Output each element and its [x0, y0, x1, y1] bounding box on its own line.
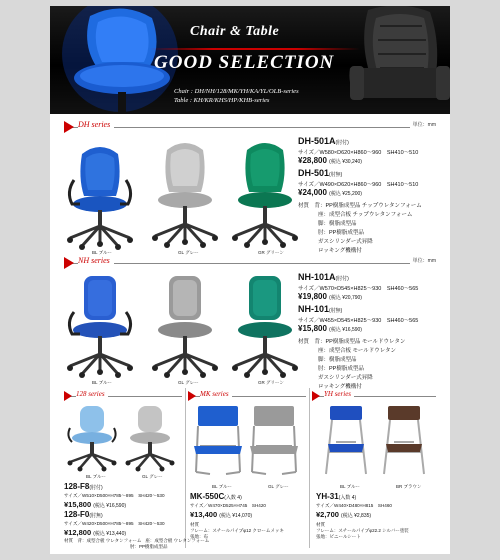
s128-spec-1: サイズ／W510×D500×H785〜895 SH420〜530 — [64, 493, 165, 498]
s128-chair-gray — [122, 402, 178, 474]
mk-price: ¥13,400 (税込 ¥14,070) — [190, 510, 253, 519]
s128-price-2: ¥12,800 (税込 ¥13,440) — [64, 528, 127, 537]
yh-spec: サイズ／W440×D480×H815 SH460 — [316, 503, 392, 508]
dh-model-2: DH-501(肘無) — [298, 168, 343, 178]
nh-chair-gray — [145, 270, 225, 382]
red-triangle-icon — [312, 391, 320, 401]
yh-price: ¥2,700 (税込 ¥2,835) — [316, 510, 372, 519]
dh-chair-gray — [145, 134, 225, 252]
mk-caption-blue: BL ブルー — [212, 484, 232, 489]
nh-spec-2: サイズ／W455×D545×H825〜930 SH460〜565 — [298, 318, 419, 324]
dh-price-1: ¥28,800 (税込 ¥30,240) — [298, 156, 362, 165]
yh-caption-brown: BR ブラウン — [396, 484, 422, 489]
nh-caption-green: GR グリーン — [258, 380, 284, 385]
nh-price-1: ¥19,800 (税込 ¥20,790) — [298, 292, 362, 301]
dh-caption-blue: BL ブルー — [92, 250, 112, 255]
hero-chair-series: Chair : DH/NH/128/MK/YH/KA/YL/OLB-series — [174, 88, 299, 95]
s128-price-1: ¥15,800 (税込 ¥16,590) — [64, 500, 127, 509]
yh-chair-blue — [318, 402, 374, 482]
s128-model-2: 128-F0(肘無) — [64, 510, 103, 519]
s128-section-header — [64, 390, 182, 402]
s128-materials-2: 肘：PP樹脂成型品 — [130, 544, 168, 549]
s128-materials: 材質 背：成型合板 ウレタンフォーム 座：成型合板 ウレタンフォーム — [64, 538, 210, 543]
column-divider — [309, 388, 310, 548]
nh-caption-gray: GL グレー — [178, 380, 199, 385]
dh-model-1: DH-501A(肘付) — [298, 136, 349, 146]
nh-chair-blue — [60, 270, 140, 382]
nh-model-2: NH-101(肘無) — [298, 304, 343, 314]
dh-series-title: DH series — [78, 120, 114, 129]
catalog-page — [50, 6, 450, 554]
hero-banner — [50, 6, 450, 114]
mk-chair-blue — [190, 402, 246, 482]
s128-chair-blue — [64, 402, 120, 474]
mk-spec: サイズ／W470×D525×H745 SH420 — [190, 503, 266, 508]
nh-model-1: NH-101A(肘付) — [298, 272, 349, 282]
mk-model: MK-550C(入数 4) — [190, 492, 242, 501]
dh-section-header — [50, 120, 450, 134]
nh-spec-1: サイズ／W570×D545×H825〜930 SH460〜565 — [298, 286, 419, 292]
yh-series-title: YH series — [324, 390, 354, 398]
s128-spec-2: サイズ／W420×D500×H785〜895 SH420〜530 — [64, 521, 165, 526]
unit-label: 単位：mm — [410, 121, 436, 128]
nh-price-2: ¥15,800 (税込 ¥16,590) — [298, 324, 362, 333]
red-triangle-icon — [64, 257, 74, 269]
dh-caption-green: GR グリーン — [258, 250, 284, 255]
dh-spec-2: サイズ／W490×D620×H860〜960 SH410〜510 — [298, 182, 419, 188]
nh-chair-green — [225, 270, 305, 382]
s128-caption-blue: BL ブルー — [86, 474, 106, 479]
mk-series-title: MK series — [200, 390, 232, 398]
s128-model-1: 128-F8(肘付) — [64, 482, 103, 491]
dh-chair-green — [225, 134, 305, 252]
nh-series-title: NH series — [78, 256, 114, 265]
unit-label: 単位：mm — [410, 257, 436, 264]
nh-caption-blue: BL ブルー — [92, 380, 112, 385]
s128-caption-gray: GL グレー — [142, 474, 163, 479]
s128-series-title: 128 series — [76, 390, 108, 398]
hero-title: Chair & Table — [190, 24, 280, 39]
nh-materials: 材質 背：PP樹脂成型品 モールドウレタン 座：成型合板 モールドウレタン 脚：樹脂成型品 肘：PP樹脂成型品 ガスシリンダー式昇降 ロッキング機構付 — [298, 339, 406, 390]
yh-materials: 材質 フレーム：スチールパイプφ22.2 シルバー塗装 張地：ビニールシート — [316, 522, 409, 539]
column-divider — [185, 388, 186, 548]
mk-materials: 材質 フレーム：スチールパイプφ12 クロームメッキ 張地：布 — [190, 522, 284, 539]
yh-model: YH-31(入数 4) — [316, 492, 357, 501]
red-triangle-icon — [188, 391, 196, 401]
yh-section-header — [312, 390, 436, 402]
yh-caption-blue: BL ブルー — [340, 484, 360, 489]
mk-caption-gray: GL グレー — [268, 484, 289, 489]
dh-spec-1: サイズ／W580×D620×H860〜960 SH410〜510 — [298, 150, 419, 156]
mk-chair-gray — [246, 402, 302, 482]
dh-caption-gray: GL グレー — [178, 250, 199, 255]
yh-chair-brown — [376, 402, 432, 482]
dh-materials: 材質 背：PP樹脂成型品 チップウレタンフォーム 座：成型合板 チップウレタンフォーム 脚：樹脂成型品 肘：PP樹脂成型品 ガスシリンダー式昇降 ロッキング機構付 — [298, 203, 422, 254]
nh-section-header — [50, 256, 450, 270]
hero-rule — [150, 48, 360, 50]
hero-table-series: Table : KH/KR/KHS/HP/KHB-series — [174, 97, 270, 104]
hero-subtitle: GOOD SELECTION — [154, 52, 335, 73]
dh-chair-blue — [60, 134, 140, 252]
red-triangle-icon — [64, 121, 74, 133]
dh-price-2: ¥24,000 (税込 ¥25,200) — [298, 188, 362, 197]
red-triangle-icon — [64, 391, 72, 401]
mk-section-header — [188, 390, 306, 402]
